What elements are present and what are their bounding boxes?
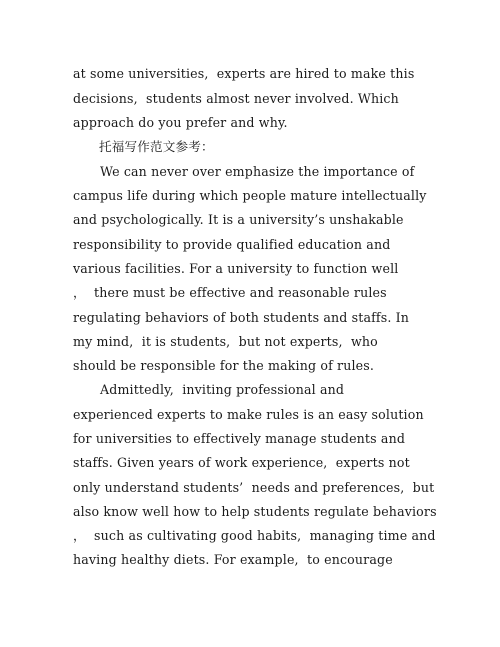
text-line: regulating behaviors of both students and staffs. In: [73, 310, 410, 325]
text-line: various facilities. For a university to function well: [73, 261, 399, 276]
paragraph-first-line: We can never over emphasize the importance of: [100, 164, 415, 179]
text-line: approach do you prefer and why.: [73, 115, 288, 130]
text-line: staffs. Given years of work experience, experts not: [73, 455, 410, 470]
text-line: decisions, students almost never involved. Which: [73, 91, 399, 106]
text-line: responsibility to provide qualified education and: [73, 237, 391, 252]
text-line: at some universities, experts are hired to make this: [73, 66, 415, 81]
text-line: experienced experts to make rules is an easy solution: [73, 407, 424, 422]
text-line: campus life during which people mature intellectually: [73, 188, 427, 203]
text-line: my mind, it is students, but not experts, who: [73, 334, 378, 349]
text-line: only understand students’ needs and preferences, but: [73, 480, 435, 495]
text-line: and psychologically. It is a university’s unshakable: [73, 212, 404, 227]
text-line: having healthy diets. For example, to encourage: [73, 552, 393, 567]
section-heading: 托福写作范文参考：: [99, 139, 214, 154]
text-line: ， such as cultivating good habits, managing time and: [73, 528, 436, 543]
text-line: for universities to effectively manage students and: [73, 431, 406, 446]
paragraph-first-line: Admittedly, inviting professional and: [100, 382, 345, 397]
text-line: also know well how to help students regulate behaviors: [73, 504, 437, 519]
text-line: ， there must be effective and reasonable rules: [73, 285, 387, 300]
text-line: should be responsible for the making of rules.: [73, 358, 375, 373]
